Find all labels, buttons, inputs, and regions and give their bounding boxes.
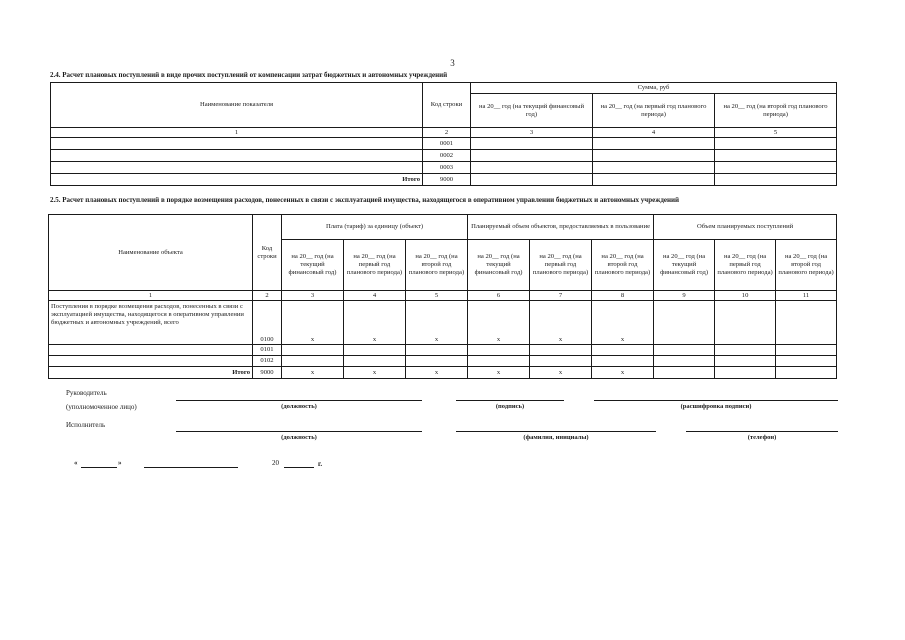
value-cell[interactable] <box>471 138 593 150</box>
executor-position-caption: (должность) <box>281 434 317 441</box>
sub-year-1-header: на 20__ год (на текущий финансовый год) <box>282 240 344 291</box>
column-number: 2 <box>253 291 282 301</box>
value-cell[interactable] <box>593 138 715 150</box>
executor-position-line[interactable] <box>176 431 422 432</box>
col-year-2-header: на 20__ год (на первый год планового периода) <box>593 94 715 128</box>
value-cell[interactable] <box>468 345 530 356</box>
sub-year-2-header: на 20__ год (на первый год планового периода) <box>530 240 592 291</box>
table-row <box>49 301 837 345</box>
col-code-header: Код строки <box>423 83 471 128</box>
sub-year-1-header: на 20__ год (на текущий финансовый год) <box>468 240 530 291</box>
group-volume-header: Планируемый объем объектов, предоставляемых в пользование <box>468 215 654 240</box>
col-code-header: Код строки <box>253 215 282 291</box>
date-year-suffix: г. <box>318 460 323 468</box>
row-name-cell[interactable] <box>51 138 423 150</box>
value-cell[interactable] <box>282 345 344 356</box>
value-cell[interactable] <box>654 345 715 356</box>
total-row <box>49 367 837 379</box>
table-2-4 <box>50 82 837 186</box>
value-cell[interactable] <box>471 162 593 174</box>
value-cell[interactable] <box>715 174 837 186</box>
value-cell[interactable] <box>654 301 715 345</box>
column-number: 1 <box>51 128 423 138</box>
value-cell[interactable] <box>654 367 715 379</box>
executor-fio-caption: (фамилия, инициалы) <box>523 434 589 441</box>
value-cell[interactable] <box>593 162 715 174</box>
x-mark: x <box>282 301 344 345</box>
date-year-prefix: 20 <box>272 459 279 467</box>
section-2-4-title: 2.4. Расчет плановых поступлений в виде прочих поступлений от компенсации затрат бюджетных и автономных учреждений <box>50 71 448 79</box>
value-cell[interactable] <box>344 345 406 356</box>
total-row <box>51 174 837 186</box>
head-position-caption: (должность) <box>281 403 317 410</box>
value-cell[interactable] <box>592 356 654 367</box>
value-cell[interactable] <box>406 345 468 356</box>
x-mark: x <box>468 301 530 345</box>
group-receipts-header: Объем планируемых поступлений <box>654 215 837 240</box>
page-number: 3 <box>450 58 455 68</box>
value-cell[interactable] <box>715 345 776 356</box>
table-row <box>51 150 837 162</box>
head-signature-caption: (подпись) <box>495 403 525 410</box>
row-main-name: Поступления в порядке возмещения расходов, понесенных в связи с эксплуатацией имущества, находящегося в оперативном управлении бюджетных и автономных учреждений, всего <box>49 301 253 345</box>
x-mark: x <box>406 367 468 379</box>
column-numbers-row <box>51 128 837 138</box>
executor-phone-line[interactable] <box>686 431 838 432</box>
head-decode-line[interactable] <box>594 400 838 401</box>
col-year-1-header: на 20__ год (на текущий финансовый год) <box>471 94 593 128</box>
table-row <box>49 356 837 367</box>
group-tariff-header: Плата (тариф) за единицу (объект) <box>282 215 468 240</box>
column-number: 9 <box>654 291 715 301</box>
row-name-cell[interactable] <box>49 356 253 367</box>
date-open-quote: « <box>74 459 78 467</box>
x-mark: x <box>530 301 592 345</box>
value-cell[interactable] <box>592 345 654 356</box>
value-cell[interactable] <box>530 356 592 367</box>
col-name-header: Наименование объекта <box>49 215 253 291</box>
sub-year-2-header: на 20__ год (на первый год планового периода) <box>344 240 406 291</box>
x-mark: x <box>344 301 406 345</box>
sub-year-2-header: на 20__ год (на первый год планового периода) <box>715 240 776 291</box>
value-cell[interactable] <box>715 162 837 174</box>
value-cell[interactable] <box>776 301 837 345</box>
value-cell[interactable] <box>776 356 837 367</box>
date-day-line[interactable] <box>81 467 117 468</box>
executor-label: Исполнитель <box>66 421 106 429</box>
value-cell[interactable] <box>593 150 715 162</box>
value-cell[interactable] <box>406 356 468 367</box>
value-cell[interactable] <box>715 356 776 367</box>
x-mark: x <box>344 367 406 379</box>
date-month-line[interactable] <box>144 467 238 468</box>
sum-header: Сумма, руб <box>471 83 837 94</box>
value-cell[interactable] <box>530 345 592 356</box>
row-code: 0101 <box>253 345 282 356</box>
row-code: 0003 <box>423 162 471 174</box>
row-code: 0002 <box>423 150 471 162</box>
x-mark: x <box>592 301 654 345</box>
x-mark: x <box>592 367 654 379</box>
executor-phone-caption: (телефон) <box>747 434 777 441</box>
total-label: Итого <box>49 367 253 379</box>
sub-year-3-header: на 20__ год (на второй год планового периода) <box>592 240 654 291</box>
value-cell[interactable] <box>471 150 593 162</box>
x-mark: x <box>530 367 592 379</box>
row-name-cell[interactable] <box>51 162 423 174</box>
sub-year-3-header: на 20__ год (на второй год планового периода) <box>406 240 468 291</box>
section-2-5-title: 2.5. Расчет плановых поступлений в порядке возмещения расходов, понесенных в связи с эксплуатацией имущества, находящегося в оперативном управлении бюджетных и автономных учреждений <box>50 196 680 204</box>
column-number: 4 <box>593 128 715 138</box>
row-name-cell[interactable] <box>51 150 423 162</box>
value-cell[interactable] <box>471 174 593 186</box>
value-cell[interactable] <box>344 356 406 367</box>
column-number: 4 <box>344 291 406 301</box>
column-number: 2 <box>423 128 471 138</box>
column-number: 6 <box>468 291 530 301</box>
value-cell[interactable] <box>654 356 715 367</box>
row-code: 0100 <box>253 301 282 345</box>
sub-year-3-header: на 20__ год (на второй год планового периода) <box>776 240 837 291</box>
row-code: 0001 <box>423 138 471 150</box>
x-mark: x <box>282 367 344 379</box>
column-number: 3 <box>471 128 593 138</box>
row-code: 9000 <box>253 367 282 379</box>
column-number: 5 <box>406 291 468 301</box>
total-label: Итого <box>51 174 423 186</box>
column-number: 5 <box>715 128 837 138</box>
col-year-3-header: на 20__ год (на второй год планового периода) <box>715 94 837 128</box>
table-row <box>49 345 837 356</box>
head-sublabel: (уполномоченное лицо) <box>66 403 137 411</box>
executor-fio-line[interactable] <box>456 431 656 432</box>
value-cell[interactable] <box>776 345 837 356</box>
col-name-header: Наименование показателя <box>51 83 423 128</box>
value-cell[interactable] <box>593 174 715 186</box>
column-number: 10 <box>715 291 776 301</box>
sub-year-1-header: на 20__ год (на текущий финансовый год) <box>654 240 715 291</box>
head-position-line[interactable] <box>176 400 422 401</box>
table-2-5 <box>48 214 837 379</box>
value-cell[interactable] <box>715 138 837 150</box>
table-row <box>51 138 837 150</box>
value-cell[interactable] <box>468 356 530 367</box>
value-cell[interactable] <box>282 356 344 367</box>
value-cell[interactable] <box>715 367 776 379</box>
row-name-cell[interactable] <box>49 345 253 356</box>
date-close-quote: » <box>118 459 122 467</box>
head-signature-line[interactable] <box>456 400 564 401</box>
column-numbers-row <box>49 291 837 301</box>
column-number: 1 <box>49 291 253 301</box>
head-decode-caption: (расшифровка подписи) <box>680 403 752 410</box>
row-code: 9000 <box>423 174 471 186</box>
table-row <box>51 162 837 174</box>
x-mark: x <box>406 301 468 345</box>
value-cell[interactable] <box>776 367 837 379</box>
column-number: 3 <box>282 291 344 301</box>
value-cell[interactable] <box>715 301 776 345</box>
column-number: 11 <box>776 291 837 301</box>
column-number: 7 <box>530 291 592 301</box>
row-code: 0102 <box>253 356 282 367</box>
date-year-line[interactable] <box>284 467 314 468</box>
head-label: Руководитель <box>66 389 107 397</box>
x-mark: x <box>468 367 530 379</box>
value-cell[interactable] <box>715 150 837 162</box>
column-number: 8 <box>592 291 654 301</box>
